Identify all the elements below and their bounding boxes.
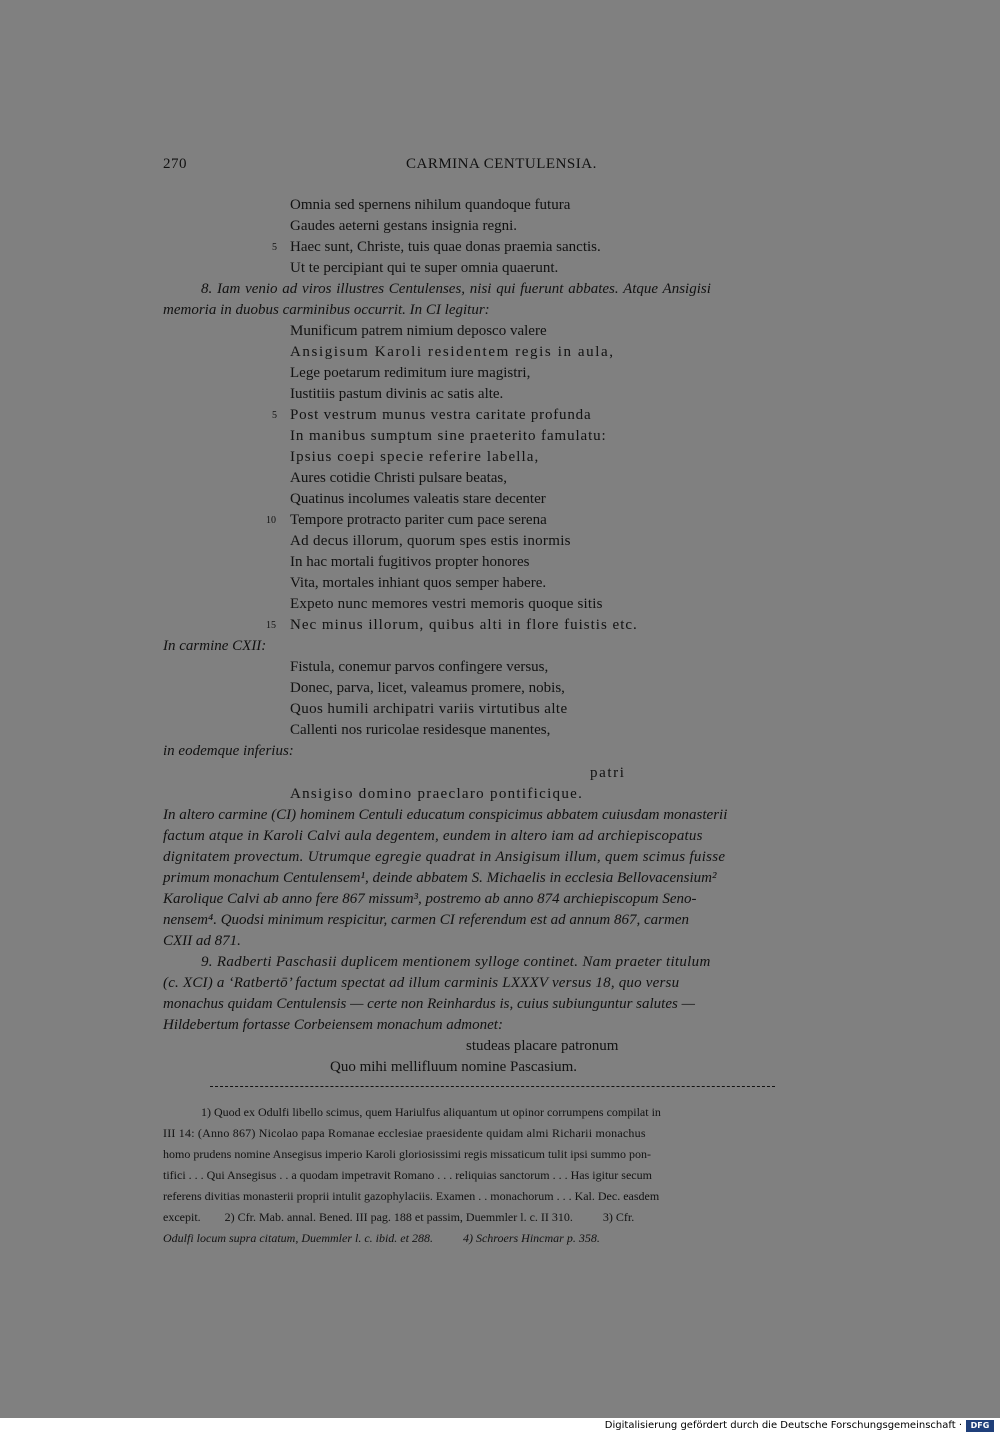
verse-line: Donec, parva, licet, valeamus promere, nobis, <box>290 680 565 696</box>
verse-line: Ipsius coepi specie referire labella, <box>290 449 540 465</box>
verse-line: studeas placare patronum <box>466 1038 619 1054</box>
verse-line: Ut te percipiant qui te super omnia quaerunt. <box>290 260 559 276</box>
footnote-line: 1) Quod ex Odulfi libello scimus, quem Hariulfus aliquantum ut opinor corrumpens compilat in <box>201 1105 661 1119</box>
funding-footer <box>0 1418 1000 1434</box>
footnote-line: III 14: (Anno 867) Nicolao papa Romanae ecclesiae praesidente quidam almi Richarii monachus <box>163 1126 646 1140</box>
verse-line: Munificum patrem nimium deposco valere <box>290 323 547 339</box>
verse-line: Tempore protracto pariter cum pace serena <box>290 512 547 528</box>
verse-line: Nec minus illorum, quibus alti in flore fuistis etc. <box>290 617 638 633</box>
verse-line: Quos humili archipatri variis virtutibus alte <box>290 701 568 717</box>
prose-line: primum monachum Centulensem¹, deinde abbatem S. Michaelis in ecclesia Bellovacensium² <box>163 870 717 886</box>
verse-line: Post vestrum munus vestra caritate profunda <box>290 407 592 423</box>
verse-line: Callenti nos ruricolae residesque manentes, <box>290 722 551 738</box>
running-title: CARMINA CENTULENSIA. <box>406 156 597 172</box>
prose-line: dignitatem provectum. Utrumque egregie quadrat in Ansigisum illum, quem scimus fuisse <box>163 849 726 865</box>
footnote-line: Odulfi locum supra citatum, Duemmler l. c. ibid. et 288. 4) Schroers Hincmar p. 358. <box>163 1231 600 1245</box>
prose-line: CXII ad 871. <box>163 933 241 949</box>
dfg-logo-icon: DFG <box>966 1420 994 1432</box>
footnote-line: referens divitias monasterii proprii intulit gazophylaciis. Examen . . monachorum . . . Kal. Dec. easdem <box>163 1189 660 1203</box>
line-number: 5 <box>272 410 277 421</box>
prose-line: monachus quidam Centulensis — certe non Reinhardus is, cuius subiunguntur salutes — <box>163 996 695 1012</box>
verse-line: In hac mortali fugitivos propter honores <box>290 554 530 570</box>
footnote-line: tifici . . . Qui Ansegisus . . a quodam impetravit Romano . . . reliquias sanctorum . . . Has igitur secum <box>163 1168 652 1182</box>
verse-line: Ad decus illorum, quorum spes estis inormis <box>290 533 571 549</box>
prose-line: nensem⁴. Quodsi minimum respicitur, carmen CI referendum est ad annum 867, carmen <box>163 912 689 928</box>
verse-line: Haec sunt, Christe, tuis quae donas praemia sanctis. <box>290 239 601 255</box>
prose-line: 9. Radberti Paschasii duplicem mentionem sylloge continet. Nam praeter titulum <box>201 954 711 970</box>
footnote-line: excepit. 2) Cfr. Mab. annal. Bened. III pag. 188 et passim, Duemmler l. c. II 310. 3) Cfr. <box>163 1210 635 1224</box>
line-number: 5 <box>272 242 277 253</box>
prose-line: In carmine CXII: <box>163 638 267 654</box>
line-number: 15 <box>266 620 276 631</box>
verse-line: Ansigiso domino praeclaro pontificique. <box>290 786 584 802</box>
verse-line: Lege poetarum redimitum iure magistri, <box>290 365 531 381</box>
prose-line: 8. Iam venio ad viros illustres Centulenses, nisi qui fuerunt abbates. Atque Ansigisi <box>201 281 711 297</box>
prose-line: memoria in duobus carminibus occurrit. In CI legitur: <box>163 302 490 318</box>
prose-line: factum atque in Karoli Calvi aula degentem, eundem in altero iam ad archiepiscopatus <box>163 828 703 844</box>
verse-line: Iustitiis pastum divinis ac satis alte. <box>290 386 504 402</box>
verse-line: Vita, mortales inhiant quos semper habere. <box>290 575 547 591</box>
verse-line: Fistula, conemur parvos confingere versus, <box>290 659 549 675</box>
prose-line: Hildebertum fortasse Corbeiensem monachum admonet: <box>163 1017 503 1033</box>
verse-line: Aures cotidie Christi pulsare beatas, <box>290 470 508 486</box>
footnote-separator <box>210 1086 775 1087</box>
line-number: 10 <box>266 515 276 526</box>
verse-line: Quo mihi mellifluum nomine Pascasium. <box>330 1059 578 1075</box>
verse-line: Quatinus incolumes valeatis stare decenter <box>290 491 546 507</box>
verse-line: In manibus sumptum sine praeterito famulatu: <box>290 428 607 444</box>
prose-line: in eodemque inferius: <box>163 743 294 759</box>
page-number: 270 <box>163 156 187 172</box>
verse-line: patri <box>590 765 626 781</box>
verse-line: Omnia sed spernens nihilum quandoque futura <box>290 197 571 213</box>
funding-credit: Digitalisierung gefördert durch die Deutsche Forschungsgemeinschaft · <box>604 1420 962 1431</box>
verse-line: Ansigisum Karoli residentem regis in aula, <box>290 344 615 360</box>
prose-line: (c. XCI) a ‘Ratbertō’ factum spectat ad illum carminis LXXXV versus 18, quo versu <box>163 975 680 991</box>
prose-line: Karolique Calvi ab anno fere 867 missum³, postremo ab anno 874 archiepiscopum Seno- <box>163 891 697 907</box>
footnote-line: homo prudens nomine Ansegisus imperio Karoli gloriosissimi regis missaticum tulit ipsi summo pon- <box>163 1147 651 1161</box>
verse-line: Gaudes aeterni gestans insignia regni. <box>290 218 518 234</box>
verse-line: Expeto nunc memores vestri memoris quoque sitis <box>290 596 603 612</box>
prose-line: In altero carmine (CI) hominem Centuli educatum conspicimus abbatem cuiusdam monasterii <box>163 807 728 823</box>
